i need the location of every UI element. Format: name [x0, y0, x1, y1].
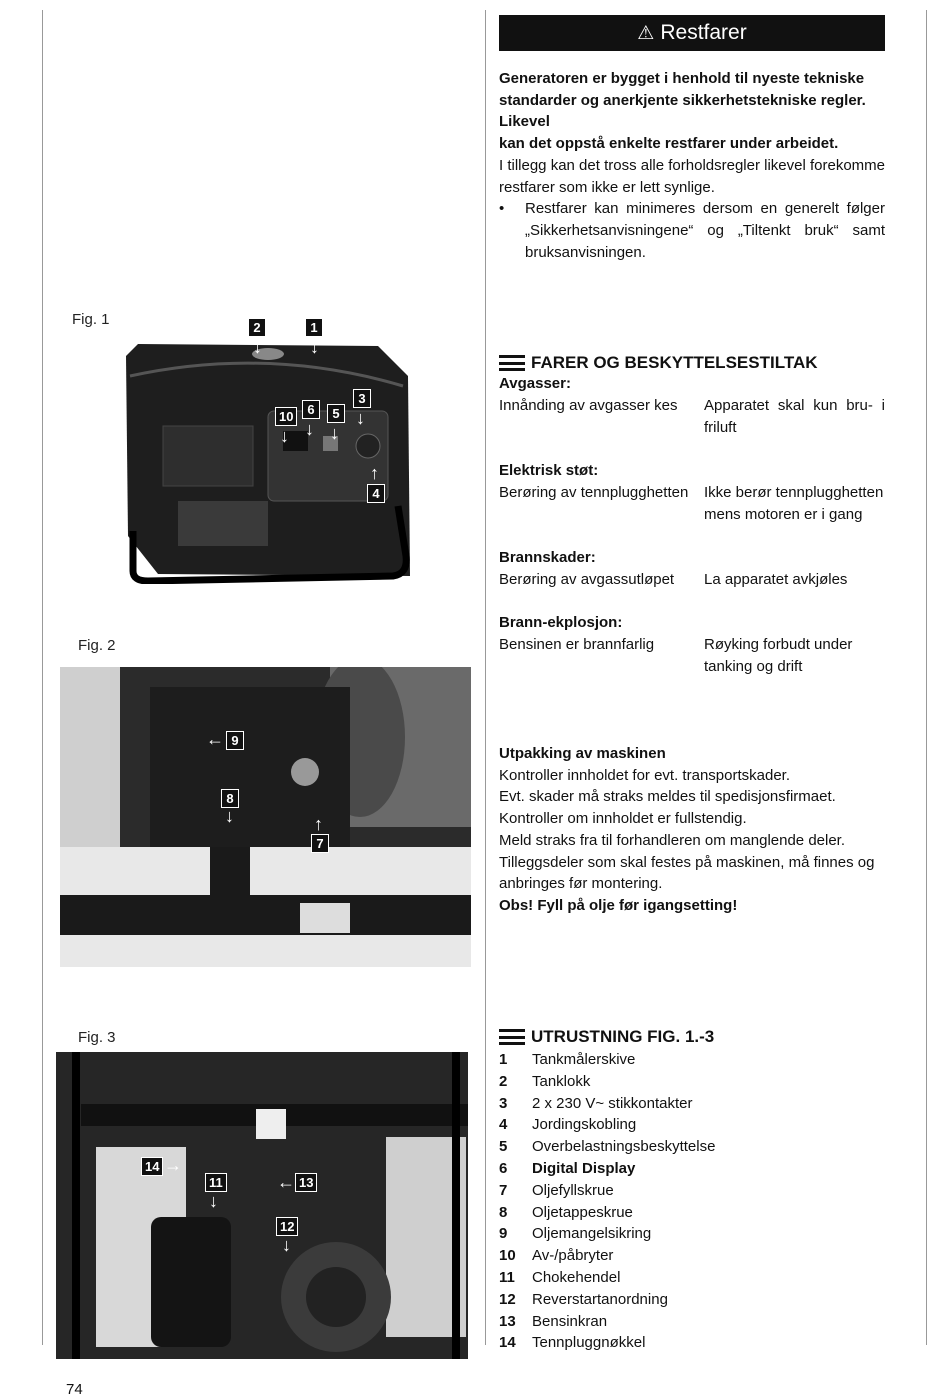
left-margin-rule — [42, 10, 43, 1345]
fig1-callout-10: 10 — [275, 407, 297, 426]
equipment-title: UTRUSTNING FIG. 1.-3 — [531, 1027, 715, 1046]
equipment-item — [499, 1158, 715, 1180]
left-arrow-icon: ← — [277, 1172, 295, 1192]
equipment-number: 4 — [499, 1116, 508, 1134]
right-margin-rule — [926, 10, 927, 1345]
hazard-measure: Røyking forbudt under tanking og drift — [704, 636, 853, 675]
equipment-number: 2 — [499, 1072, 508, 1090]
fig2-label: Fig. 2 — [78, 637, 116, 654]
equipment-number: 11 — [499, 1268, 515, 1286]
hazards-section-title — [499, 353, 818, 373]
unpacking-line: Tilleggsdeler som skal festes på maskinen, må finnes og anbringes før montering. — [499, 853, 875, 893]
equipment-number: 10 — [499, 1247, 516, 1265]
down-arrow-icon: ↓ — [253, 337, 262, 357]
equipment-item — [499, 1049, 715, 1071]
restfarer-intro-bold-1: Generatoren er bygget i henhold til nyeste tekniske standarder og anerkjente sikkerhetstekniske regler. Likevel — [499, 70, 866, 131]
fig3-label: Fig. 3 — [78, 1029, 116, 1046]
fig1-callout-1: 1 — [305, 318, 323, 337]
hazard-heading: Brannskader: — [499, 549, 596, 566]
hazard-cause: Bensinen er brannfarlig — [499, 636, 655, 653]
fig3-callout-13: 13 — [295, 1173, 317, 1192]
hazard-cause: Berøring av tennplugghetten — [499, 484, 689, 501]
hazard-row — [499, 569, 885, 591]
restfarer-bullet-text: Restfarer kan minimeres dersom en generelt følger „Sikkerhetsanvisningene“ og „Tiltenkt bruk“ samt bruksanvisningen. — [525, 200, 885, 261]
down-arrow-icon: ↓ — [225, 806, 234, 826]
up-arrow-icon: ↑ — [314, 814, 323, 834]
down-arrow-icon: ↓ — [282, 1235, 291, 1255]
equipment-label: Jordingskobling — [532, 1116, 637, 1134]
fig3-callout-12: 12 — [276, 1217, 298, 1236]
equipment-label: Chokehendel — [532, 1268, 621, 1286]
generator-back-illustration — [56, 1052, 468, 1359]
equipment-number: 13 — [499, 1312, 516, 1330]
section-bars-icon — [499, 1029, 525, 1045]
fig1-callout-2: 2 — [248, 318, 266, 337]
down-arrow-icon: ↓ — [330, 423, 339, 443]
equipment-label: Tennpluggnøkkel — [532, 1334, 646, 1352]
unpacking-line: Kontroller innholdet for evt. transportskader. — [499, 766, 790, 784]
fig2-callout-9: 9 — [226, 731, 244, 750]
equipment-label: 2 x 230 V~ stikkontakter — [532, 1094, 693, 1112]
equipment-item — [499, 1267, 715, 1289]
down-arrow-icon: ↓ — [280, 426, 289, 446]
equipment-number: 7 — [499, 1181, 508, 1199]
equipment-label: Oljemangelsikring — [532, 1225, 652, 1243]
hazard-heading: Avgasser: — [499, 375, 571, 392]
equipment-number: 1 — [499, 1051, 508, 1068]
fig2-engine-photo — [60, 667, 471, 967]
equipment-label: Digital Display — [532, 1159, 636, 1177]
equipment-label: Bensinkran — [532, 1312, 608, 1330]
fig2-callout-8: 8 — [221, 789, 239, 808]
page-number: 74 — [66, 1381, 83, 1398]
hazards-title: FARER OG BESKYTTELSESTILTAK — [531, 353, 818, 372]
left-arrow-icon: ← — [206, 729, 224, 749]
equipment-number: 6 — [499, 1159, 508, 1177]
down-arrow-icon: ↓ — [209, 1191, 218, 1211]
fig3-callout-14: 14 — [141, 1157, 163, 1176]
down-arrow-icon: ↓ — [310, 337, 319, 357]
equipment-number: 14 — [499, 1334, 516, 1352]
hazard-row — [499, 395, 885, 438]
equipment-item — [499, 1223, 715, 1245]
equipment-item — [499, 1311, 715, 1333]
fig1-label: Fig. 1 — [72, 311, 110, 328]
unpacking-title: Utpakking av maskinen — [499, 745, 666, 762]
generator-front-illustration — [118, 336, 416, 584]
equipment-item — [499, 1202, 715, 1224]
unpacking-line: Evt. skader må straks meldes til spedisjonsfirmaet. Kontroller om innholdet er fullstendig. — [499, 788, 836, 828]
equipment-number: 8 — [499, 1203, 508, 1221]
fig1-callout-4: 4 — [367, 484, 385, 503]
up-arrow-icon: ↑ — [370, 463, 379, 483]
hazard-row — [499, 634, 885, 677]
down-arrow-icon: ↓ — [356, 408, 365, 428]
down-arrow-icon: ↓ — [305, 419, 314, 439]
unpacking-section — [499, 743, 885, 917]
equipment-item — [499, 1289, 715, 1311]
fig3-callout-11: 11 — [205, 1173, 227, 1192]
equipment-item — [499, 1180, 715, 1202]
restfarer-header — [499, 15, 885, 51]
equipment-number: 3 — [499, 1094, 508, 1112]
equipment-label: Tanklokk — [532, 1072, 591, 1090]
equipment-number: 5 — [499, 1138, 508, 1156]
equipment-label: Av-/påbryter — [532, 1247, 614, 1265]
equipment-label: Tankmålerskive — [532, 1051, 636, 1068]
fig1-generator-photo — [118, 320, 416, 584]
bullet-dot: • — [499, 200, 505, 218]
hazard-row — [499, 482, 885, 525]
hazard-heading: Brann-ekplosjon: — [499, 614, 623, 631]
fig1-callout-3: 3 — [353, 389, 371, 408]
hazard-measure: La apparatet avkjøles — [704, 571, 848, 588]
warning-triangle-icon: ⚠ — [637, 22, 655, 44]
equipment-label: Reverstartanordning — [532, 1290, 668, 1308]
equipment-label: Oljefyllskrue — [532, 1181, 614, 1199]
equipment-item — [499, 1245, 715, 1267]
restfarer-title: Restfarer — [660, 21, 747, 44]
fig1-callout-6: 6 — [302, 400, 320, 419]
equipment-label: Overbelastningsbeskyttelse — [532, 1138, 716, 1156]
fig3-generator-photo — [56, 1052, 468, 1359]
restfarer-text — [499, 68, 885, 263]
equipment-item — [499, 1136, 715, 1158]
equipment-item — [499, 1114, 715, 1136]
equipment-number: 12 — [499, 1290, 516, 1308]
equipment-item — [499, 1332, 715, 1354]
fig2-callout-7: 7 — [311, 834, 329, 853]
hazard-measure: Ikke berør tennplugghetten mens motoren er i gang — [704, 484, 884, 523]
restfarer-bullet — [499, 198, 885, 263]
restfarer-intro-bold-2: kan det oppstå enkelte restfarer under arbeidet. — [499, 135, 839, 153]
hazard-cause: Innånding av avgasser kes — [499, 397, 678, 414]
section-bars-icon — [499, 355, 525, 371]
hazard-cause: Berøring av avgassutløpet — [499, 571, 675, 588]
engine-side-illustration — [60, 667, 471, 967]
hazard-measure: Apparatet skal kun bru- i friluft — [704, 397, 885, 436]
hazard-heading: Elektrisk støt: — [499, 462, 599, 479]
equipment-section-title — [499, 1027, 714, 1047]
column-divider-rule — [485, 10, 486, 1345]
equipment-item — [499, 1071, 715, 1093]
unpacking-note: Obs! Fyll på olje før igangsetting! — [499, 896, 738, 914]
right-arrow-icon: → — [164, 1155, 182, 1175]
equipment-number: 9 — [499, 1225, 508, 1243]
fig1-callout-5: 5 — [327, 404, 345, 423]
unpacking-line: Meld straks fra til forhandleren om manglende deler. — [499, 831, 846, 849]
equipment-item — [499, 1093, 715, 1115]
equipment-label: Oljetappeskrue — [532, 1203, 633, 1221]
equipment-list — [499, 1049, 715, 1354]
restfarer-body: I tillegg kan det tross alle forholdsregler likevel forekomme restfarer som ikke er lett synlige. — [499, 156, 886, 196]
